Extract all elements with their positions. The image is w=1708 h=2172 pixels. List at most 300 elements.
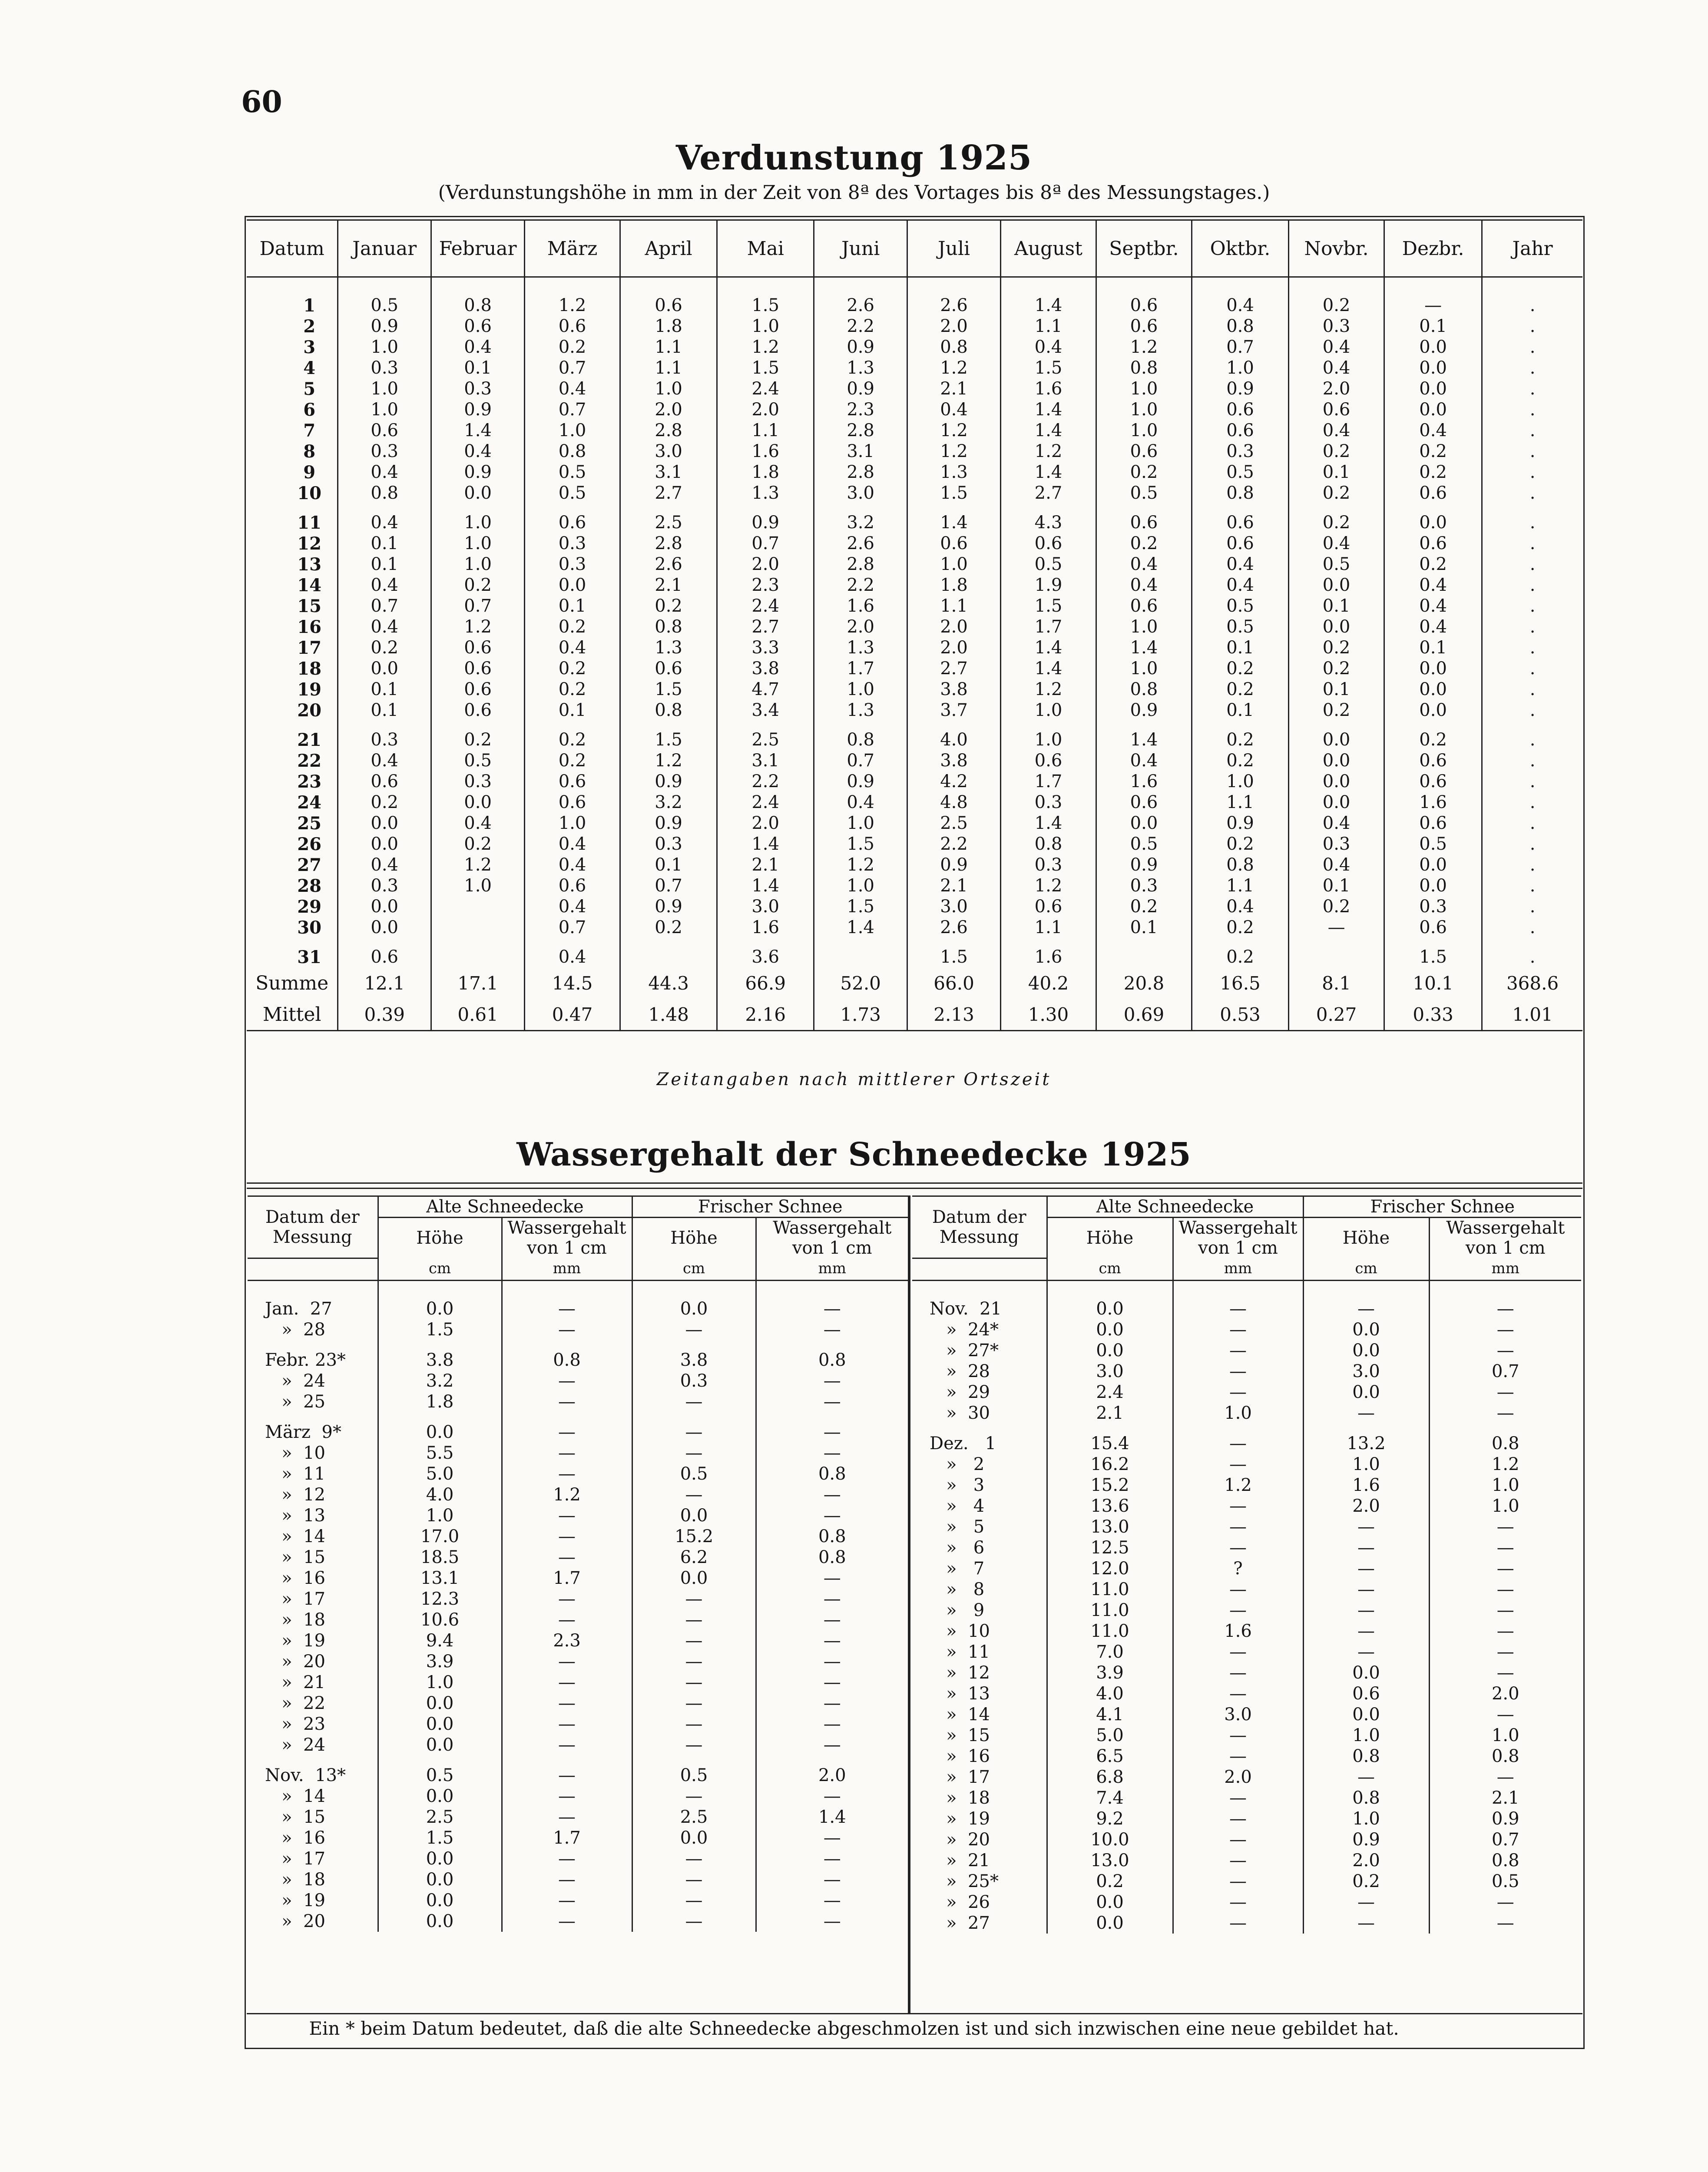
snow-row xyxy=(912,1403,1581,1424)
value-cell: 0.0 xyxy=(1384,875,1482,896)
value-cell: 1.5 xyxy=(717,358,814,378)
value-cell: 0.8 xyxy=(1192,854,1288,875)
day-row xyxy=(247,792,1582,813)
snow-value-cell: 0.0 xyxy=(1303,1704,1429,1725)
snow-value-cell: — xyxy=(823,1609,841,1630)
snow-value-cell: 7.4 xyxy=(1047,1788,1173,1808)
value-cell: 0.7 xyxy=(620,875,717,896)
value-cell: 1.0 xyxy=(1096,616,1192,637)
value-cell: 4.0 xyxy=(907,729,1001,750)
snow-value-cell: 10.6 xyxy=(378,1609,502,1630)
snow-value-cell: 0.7 xyxy=(1491,1361,1519,1381)
snow-value-cell: 1.0 xyxy=(1173,1403,1303,1424)
snow-value-cell: — xyxy=(502,1526,632,1547)
snow-row xyxy=(248,1828,908,1848)
snow-date-cell: » 30 xyxy=(912,1403,1047,1424)
value-cell: . xyxy=(1529,420,1536,440)
value-cell: 1.4 xyxy=(1000,420,1096,441)
value-cell: 0.3 xyxy=(1289,834,1384,854)
snow-value-cell: — xyxy=(1496,1403,1514,1423)
value-cell: 0.4 xyxy=(338,575,431,596)
day-row xyxy=(247,378,1582,399)
value-cell: 0.3 xyxy=(620,834,717,854)
day-cell: 2 xyxy=(247,316,338,337)
snow-fresh-header: Frischer Schnee xyxy=(632,1196,908,1218)
value-cell: 0.3 xyxy=(431,771,525,792)
snow-value-cell: 1.0 xyxy=(1303,1454,1429,1475)
value-cell: 0.4 xyxy=(431,441,525,462)
snow-row xyxy=(912,1298,1581,1319)
snow-value-cell: 6.2 xyxy=(632,1547,756,1568)
day-cell: 12 xyxy=(247,533,338,554)
snow-row xyxy=(248,1651,908,1672)
value-cell: 0.9 xyxy=(1192,813,1288,834)
snow-value-cell: — xyxy=(1303,1558,1429,1579)
value-cell: . xyxy=(1529,358,1536,378)
snow-date-cell: » 2 xyxy=(912,1454,1047,1475)
snow-value-cell: 0.8 xyxy=(1303,1746,1429,1767)
value-cell: 2.8 xyxy=(620,533,717,554)
snow-row xyxy=(248,1484,908,1505)
snow-value-cell: 15.4 xyxy=(1047,1433,1173,1454)
spacer-row xyxy=(912,1280,1581,1298)
snow-value-cell: 4.1 xyxy=(1047,1704,1173,1725)
snow-value-cell: — xyxy=(1173,1496,1303,1516)
snow-value-cell: 0.8 xyxy=(818,1463,846,1484)
value-cell: 0.1 xyxy=(1289,462,1384,483)
snow-value-cell: 2.0 xyxy=(1173,1767,1303,1788)
snow-value-cell: 3.0 xyxy=(1047,1361,1173,1382)
snow-water-header: Wassergehalt von 1 cm xyxy=(502,1218,632,1258)
value-cell: . xyxy=(1529,947,1536,967)
snow-value-cell: 0.9 xyxy=(1303,1829,1429,1850)
value-cell: 0.9 xyxy=(1096,854,1192,875)
day-cell: 30 xyxy=(247,917,338,938)
value-cell: 0.6 xyxy=(1384,533,1482,554)
snow-date-cell: » 19 xyxy=(248,1630,378,1651)
value-cell: . xyxy=(1529,441,1536,461)
value-cell: 0.2 xyxy=(431,575,525,596)
snow-value-cell: 0.9 xyxy=(1491,1808,1519,1829)
sum-cell: 52.0 xyxy=(814,967,907,999)
day-row xyxy=(247,658,1582,679)
snow-value-cell: 9.2 xyxy=(1047,1808,1173,1829)
snow-row xyxy=(248,1589,908,1609)
snow-date-cell: Dez. 1 xyxy=(912,1433,1047,1454)
value-cell: 0.4 xyxy=(1289,854,1384,875)
value-cell: 0.3 xyxy=(338,441,431,462)
day-cell: 24 xyxy=(247,792,338,813)
value-cell: 1.0 xyxy=(431,512,525,533)
sum-cell: 14.5 xyxy=(525,967,620,999)
snow-date-cell: » 10 xyxy=(912,1621,1047,1642)
snow-top-rule-inner xyxy=(247,1188,1582,1189)
snow-value-cell: 6.8 xyxy=(1047,1767,1173,1788)
value-cell: 2.0 xyxy=(717,554,814,575)
month-header: Oktbr. xyxy=(1192,220,1288,277)
day-row xyxy=(247,512,1582,533)
snow-date-header: Datum der Messung xyxy=(912,1196,1047,1258)
unit-cm: cm xyxy=(1047,1258,1173,1280)
snow-date-cell: » 10 xyxy=(248,1443,378,1463)
snow-value-cell: — xyxy=(632,1848,756,1869)
snow-date-cell: Nov. 21 xyxy=(912,1298,1047,1319)
snow-row xyxy=(248,1890,908,1911)
snow-value-cell: — xyxy=(1303,1767,1429,1788)
value-cell: 0.1 xyxy=(525,596,620,616)
mean-cell: 1.48 xyxy=(620,999,717,1031)
value-cell: 1.1 xyxy=(1192,792,1288,813)
snow-value-cell: 1.7 xyxy=(502,1568,632,1589)
value-cell: 2.1 xyxy=(717,854,814,875)
day-row xyxy=(247,399,1582,420)
snow-body-left xyxy=(248,1280,908,1932)
value-cell: 0.6 xyxy=(1000,896,1096,917)
value-cell: 0.9 xyxy=(620,896,717,917)
unit-cm: cm xyxy=(632,1258,756,1280)
snow-value-cell: 2.0 xyxy=(1303,1850,1429,1871)
snow-value-cell: 16.2 xyxy=(1047,1454,1173,1475)
value-cell: 1.0 xyxy=(431,875,525,896)
snow-value-cell: — xyxy=(632,1484,756,1505)
value-cell: 1.5 xyxy=(717,295,814,316)
value-cell: 0.6 xyxy=(907,533,1001,554)
day-row xyxy=(247,462,1582,483)
snow-date-cell: » 16 xyxy=(248,1568,378,1589)
snow-value-cell: — xyxy=(502,1714,632,1735)
snow-value-cell: 1.6 xyxy=(1303,1475,1429,1496)
snow-value-cell: — xyxy=(632,1911,756,1932)
snow-value-cell: — xyxy=(1303,1537,1429,1558)
value-cell: 1.2 xyxy=(525,295,620,316)
value-cell: 0.2 xyxy=(1289,295,1384,316)
snow-date-cell: » 21 xyxy=(248,1672,378,1693)
snow-row xyxy=(912,1829,1581,1850)
day-row xyxy=(247,750,1582,771)
value-cell: 0.4 xyxy=(338,750,431,771)
value-cell: 0.2 xyxy=(525,658,620,679)
value-cell: 2.6 xyxy=(620,554,717,575)
gap-row xyxy=(248,1755,908,1765)
snow-value-cell: 0.2 xyxy=(1303,1871,1429,1892)
value-cell: 0.1 xyxy=(1192,700,1288,721)
snow-value-cell: 0.0 xyxy=(378,1911,502,1932)
value-cell: 0.0 xyxy=(1384,399,1482,420)
time-note: Zeitangaben nach mittlerer Ortszeit xyxy=(656,1069,1052,1089)
day-row xyxy=(247,295,1582,316)
snow-value-cell: 0.8 xyxy=(1491,1433,1519,1454)
value-cell: 0.6 xyxy=(1192,399,1288,420)
value-cell: 3.0 xyxy=(620,441,717,462)
value-cell: 4.7 xyxy=(717,679,814,700)
snow-row xyxy=(912,1662,1581,1683)
month-header: Dezbr. xyxy=(1384,220,1482,277)
snow-value-cell: 18.5 xyxy=(378,1547,502,1568)
day-cell: 27 xyxy=(247,854,338,875)
value-cell: 0.8 xyxy=(814,729,907,750)
value-cell: 0.2 xyxy=(620,917,717,938)
value-cell: 2.2 xyxy=(814,575,907,596)
snow-date-cell: » 22 xyxy=(248,1693,378,1714)
snow-value-cell: — xyxy=(502,1672,632,1693)
value-cell: 0.0 xyxy=(338,917,431,938)
snow-value-cell: — xyxy=(502,1765,632,1786)
value-cell: . xyxy=(1529,813,1536,833)
value-cell: 2.2 xyxy=(907,834,1001,854)
snow-date-cell: Jan. 27 xyxy=(248,1298,378,1319)
value-cell: 0.2 xyxy=(525,337,620,358)
value-cell: 0.4 xyxy=(525,854,620,875)
snow-value-cell: — xyxy=(823,1651,841,1672)
day-cell: 9 xyxy=(247,462,338,483)
snow-value-cell: — xyxy=(823,1443,841,1463)
value-cell: 0.4 xyxy=(1384,420,1482,441)
sum-row xyxy=(247,967,1582,999)
snow-value-cell: 0.0 xyxy=(1047,1298,1173,1319)
snow-date-cell: » 17 xyxy=(912,1767,1047,1788)
value-cell: 3.2 xyxy=(814,512,907,533)
day-cell: 26 xyxy=(247,834,338,854)
day-cell: 14 xyxy=(247,575,338,596)
value-cell: 1.7 xyxy=(1000,616,1096,637)
value-cell: 0.2 xyxy=(431,729,525,750)
value-cell: 0.4 xyxy=(907,399,1001,420)
day-row xyxy=(247,947,1582,967)
value-cell: 2.1 xyxy=(907,378,1001,399)
snow-value-cell: 4.0 xyxy=(1047,1683,1173,1704)
value-cell: 0.8 xyxy=(1192,316,1288,337)
snow-value-cell: 1.4 xyxy=(818,1807,846,1827)
value-cell: 2.0 xyxy=(620,399,717,420)
value-cell: 2.7 xyxy=(907,658,1001,679)
value-cell: 0.6 xyxy=(1384,483,1482,503)
snow-date-cell: » 20 xyxy=(248,1651,378,1672)
value-cell: 0.0 xyxy=(431,483,525,503)
mean-row xyxy=(247,999,1582,1031)
sum-cell: 8.1 xyxy=(1289,967,1384,999)
snow-units-row-right xyxy=(912,1258,1581,1280)
value-cell: 1.0 xyxy=(431,554,525,575)
value-cell: 0.2 xyxy=(1289,637,1384,658)
value-cell: . xyxy=(1529,596,1536,616)
snow-date-cell: » 18 xyxy=(248,1869,378,1890)
day-cell: 19 xyxy=(247,679,338,700)
value-cell: 1.6 xyxy=(1384,792,1482,813)
snow-header-row-right xyxy=(912,1196,1581,1218)
value-cell: 1.1 xyxy=(620,337,717,358)
value-cell: 1.0 xyxy=(1192,771,1288,792)
day-row xyxy=(247,616,1582,637)
snow-value-cell: — xyxy=(632,1869,756,1890)
value-cell: 1.4 xyxy=(717,875,814,896)
value-cell: 0.0 xyxy=(1384,854,1482,875)
snow-value-cell: — xyxy=(1303,1298,1429,1319)
snow-value-cell: ? xyxy=(1173,1558,1303,1579)
snow-date-cell: » 16 xyxy=(912,1746,1047,1767)
value-cell: 0.7 xyxy=(525,399,620,420)
snow-value-cell: — xyxy=(632,1714,756,1735)
snow-row xyxy=(248,1869,908,1890)
value-cell: 0.5 xyxy=(1192,596,1288,616)
snow-value-cell: — xyxy=(823,1568,841,1588)
snow-value-cell: 5.0 xyxy=(378,1463,502,1484)
value-cell: 0.3 xyxy=(525,533,620,554)
value-cell: 0.5 xyxy=(1000,554,1096,575)
mean-cell: 1.73 xyxy=(814,999,907,1031)
value-cell: 1.0 xyxy=(525,420,620,441)
value-cell: 0.6 xyxy=(431,637,525,658)
snow-date-cell: » 19 xyxy=(912,1808,1047,1829)
value-cell: . xyxy=(1529,379,1536,399)
snow-value-cell: 1.0 xyxy=(1491,1496,1519,1516)
spacer-row xyxy=(248,1280,908,1298)
sum-cell: 16.5 xyxy=(1192,967,1288,999)
snow-value-cell: 0.8 xyxy=(502,1350,632,1371)
snow-value-cell: 0.0 xyxy=(632,1298,756,1319)
month-header: Datum xyxy=(247,220,338,277)
value-cell: . xyxy=(1529,295,1536,315)
snow-value-cell: 0.0 xyxy=(378,1848,502,1869)
snow-value-cell: 2.3 xyxy=(502,1630,632,1651)
snow-date-cell: Febr. 23* xyxy=(248,1350,378,1371)
value-cell xyxy=(431,917,525,938)
value-cell: 1.3 xyxy=(814,358,907,378)
value-cell: 0.2 xyxy=(338,637,431,658)
snow-height-header: Höhe xyxy=(1303,1218,1429,1258)
value-cell: 0.9 xyxy=(431,399,525,420)
snow-value-cell: 13.2 xyxy=(1303,1433,1429,1454)
value-cell: 0.4 xyxy=(1192,896,1288,917)
day-cell: 8 xyxy=(247,441,338,462)
snow-value-cell: 5.5 xyxy=(378,1443,502,1463)
value-cell: 0.4 xyxy=(1192,575,1288,596)
snow-value-cell: 17.0 xyxy=(378,1526,502,1547)
snow-value-cell: 1.7 xyxy=(502,1828,632,1848)
value-cell: 0.6 xyxy=(1192,512,1288,533)
snow-date-cell: » 8 xyxy=(912,1579,1047,1600)
value-cell: 1.0 xyxy=(814,679,907,700)
value-cell: 0.8 xyxy=(1096,358,1192,378)
snow-date-cell: » 17 xyxy=(248,1589,378,1609)
value-cell: . xyxy=(1529,917,1536,937)
value-cell: 0.6 xyxy=(338,420,431,441)
snow-row xyxy=(912,1683,1581,1704)
snow-date-cell: » 7 xyxy=(912,1558,1047,1579)
value-cell: 0.4 xyxy=(1000,337,1096,358)
snow-value-cell: — xyxy=(502,1651,632,1672)
value-cell: 0.9 xyxy=(717,512,814,533)
snow-value-cell: — xyxy=(823,1735,841,1755)
value-cell: 0.5 xyxy=(1289,554,1384,575)
unit-mm: mm xyxy=(502,1258,632,1280)
value-cell: 0.6 xyxy=(431,679,525,700)
snow-row xyxy=(912,1725,1581,1746)
snow-value-cell: 1.8 xyxy=(378,1391,502,1412)
snow-value-cell: — xyxy=(1303,1621,1429,1642)
snow-height-header: Höhe xyxy=(632,1218,756,1258)
value-cell: 1.3 xyxy=(907,462,1001,483)
snow-value-cell: — xyxy=(1496,1600,1514,1620)
snow-table-left xyxy=(248,1195,908,1932)
value-cell: . xyxy=(1529,337,1536,357)
value-cell: 0.3 xyxy=(1000,854,1096,875)
value-cell: 0.0 xyxy=(1289,616,1384,637)
value-cell: 2.0 xyxy=(717,813,814,834)
snow-old-header: Alte Schneedecke xyxy=(1047,1196,1303,1218)
snow-value-cell: 0.0 xyxy=(378,1298,502,1319)
value-cell: 0.3 xyxy=(338,875,431,896)
evaporation-subtitle: (Verdunstungshöhe in mm in der Zeit von 8ª des Vortages bis 8ª des Messungstages.) xyxy=(438,182,1270,204)
snow-value-cell: 11.0 xyxy=(1047,1621,1173,1642)
day-row xyxy=(247,483,1582,503)
value-cell: 0.0 xyxy=(338,658,431,679)
gap-row xyxy=(247,938,1582,947)
value-cell: 1.4 xyxy=(1000,658,1096,679)
value-cell: 0.2 xyxy=(1384,462,1482,483)
value-cell: 1.4 xyxy=(1000,462,1096,483)
snow-row xyxy=(248,1463,908,1484)
day-row xyxy=(247,637,1582,658)
value-cell: 1.0 xyxy=(1096,399,1192,420)
value-cell: 0.1 xyxy=(338,700,431,721)
snow-date-cell: » 24 xyxy=(248,1371,378,1391)
day-row xyxy=(247,917,1582,938)
value-cell: 0.6 xyxy=(620,295,717,316)
snow-value-cell: — xyxy=(1173,1892,1303,1913)
snow-value-cell: — xyxy=(1173,1871,1303,1892)
spacer-row xyxy=(247,277,1582,295)
snow-value-cell: — xyxy=(823,1693,841,1713)
snow-value-cell: — xyxy=(1173,1642,1303,1662)
value-cell: 0.7 xyxy=(431,596,525,616)
value-cell: 0.2 xyxy=(1096,462,1192,483)
value-cell xyxy=(1096,947,1192,967)
value-cell: 2.0 xyxy=(907,316,1001,337)
snow-date-header: Datum der Messung xyxy=(248,1196,378,1258)
mean-cell: 0.47 xyxy=(525,999,620,1031)
value-cell xyxy=(620,947,717,967)
snow-top-rule xyxy=(247,1182,1582,1184)
snow-value-cell: — xyxy=(632,1786,756,1807)
snow-date-cell: » 18 xyxy=(912,1788,1047,1808)
snow-row xyxy=(248,1735,908,1755)
value-cell: 3.6 xyxy=(717,947,814,967)
snow-value-cell: 7.0 xyxy=(1047,1642,1173,1662)
snow-date-cell: » 29 xyxy=(912,1382,1047,1403)
value-cell: 1.8 xyxy=(620,316,717,337)
snow-value-cell: 1.0 xyxy=(1491,1725,1519,1745)
snow-row xyxy=(248,1505,908,1526)
snow-value-cell: 0.0 xyxy=(378,1714,502,1735)
snow-value-cell: — xyxy=(1173,1298,1303,1319)
value-cell: 0.6 xyxy=(1000,533,1096,554)
value-cell: 1.2 xyxy=(1000,875,1096,896)
snow-value-cell: 0.0 xyxy=(632,1828,756,1848)
snow-date-cell: » 17 xyxy=(248,1848,378,1869)
value-cell: 0.5 xyxy=(1096,834,1192,854)
value-cell: 0.9 xyxy=(907,854,1001,875)
value-cell: . xyxy=(1529,700,1536,720)
snow-value-cell: — xyxy=(1173,1746,1303,1767)
value-cell: 1.0 xyxy=(525,813,620,834)
snow-value-cell: — xyxy=(823,1828,841,1848)
value-cell: 0.9 xyxy=(814,771,907,792)
value-cell: 1.5 xyxy=(814,834,907,854)
snow-value-cell: 1.5 xyxy=(378,1828,502,1848)
snow-row xyxy=(912,1913,1581,1934)
value-cell: 0.3 xyxy=(1384,896,1482,917)
value-cell xyxy=(431,947,525,967)
